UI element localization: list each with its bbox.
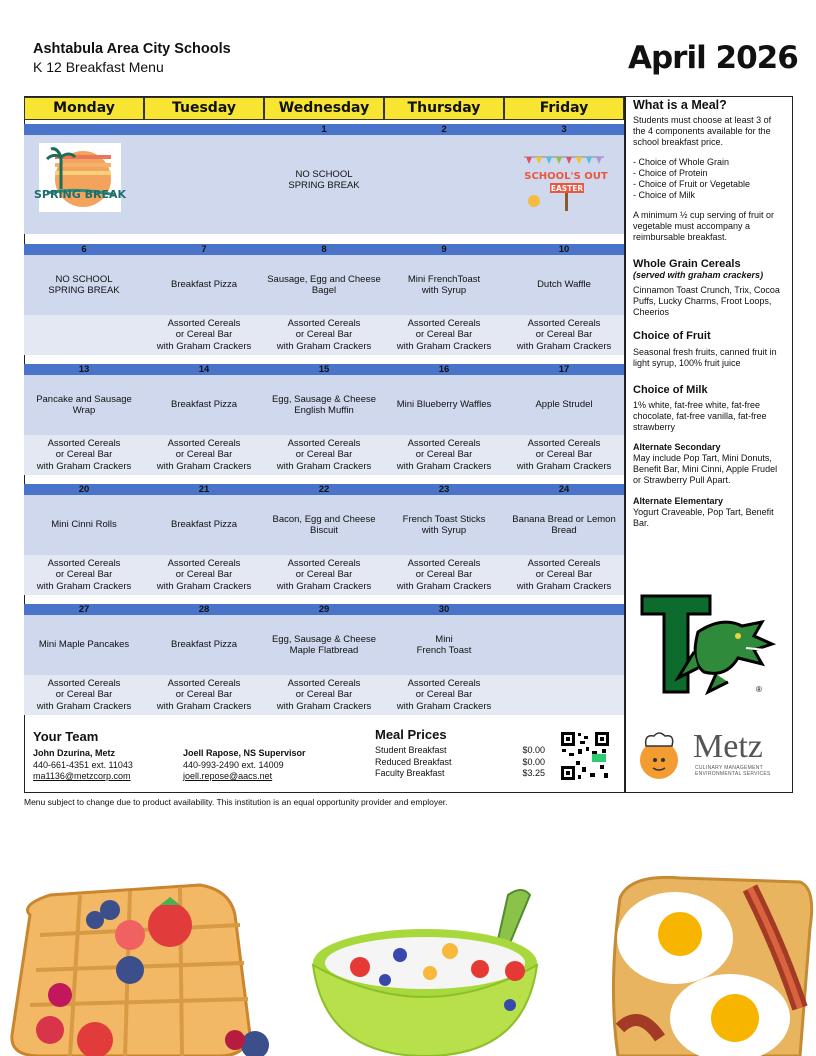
meal-prices-title: Meal Prices <box>375 727 447 742</box>
entree-text: Egg, Sausage & Cheese English Muffin <box>271 393 377 416</box>
date-number: 29 <box>318 604 330 615</box>
date-number: 16 <box>438 364 450 375</box>
side-text: Assorted Cereals or Cereal Bar with Graham Crackers <box>396 317 492 352</box>
entree-text: Pancake and Sausage Wrap <box>36 393 132 416</box>
side-text: Assorted Cereals or Cereal Bar with Graham Crackers <box>36 557 132 592</box>
qr-code[interactable] <box>560 731 610 781</box>
entree-text: Mini Blueberry Waffles <box>396 399 492 411</box>
side-text: Assorted Cereals or Cereal Bar with Graham Crackers <box>156 557 252 592</box>
entree-text: Mini French Toast <box>416 633 472 656</box>
component-item: - Choice of Whole Grain <box>633 157 730 167</box>
what-is-meal-title: What is a Meal? <box>633 98 727 112</box>
contact-email-link[interactable]: joell.repose@aacs.net <box>183 771 273 781</box>
date-number: 23 <box>438 484 450 495</box>
side-text: Assorted Cereals or Cereal Bar with Graham Crackers <box>36 677 132 712</box>
entree-text <box>384 135 504 225</box>
min-serving-note: A minimum ½ cup serving of fruit or vegetable must accompany a reimbursable breakfast. <box>633 210 775 242</box>
date-number: 2 <box>441 124 447 135</box>
team-contact-2 <box>183 748 306 783</box>
month-title: April 2026 <box>628 40 798 76</box>
entree-text: Apple Strudel <box>535 399 593 411</box>
schools-out-easter-image <box>522 153 606 212</box>
team-contact-1 <box>33 748 133 783</box>
meal-components <box>633 157 783 201</box>
sidebar-divider <box>624 96 626 793</box>
metz-wordmark: Metz <box>693 728 763 765</box>
date-number: 8 <box>321 244 327 255</box>
metz-tagline-2: ENVIRONMENTAL SERVICES <box>695 771 771 777</box>
entree-text: Mini FrenchToast with Syrup <box>407 273 481 296</box>
alt-elementary-text: Yogurt Craveable, Pop Tart, Benefit Bar. <box>633 507 774 528</box>
entree-text: Bacon, Egg and Cheese Biscuit <box>272 513 376 536</box>
side-text: Assorted Cereals or Cereal Bar with Graham Crackers <box>396 437 492 472</box>
side-text: Assorted Cereals or Cereal Bar with Graham Crackers <box>516 557 612 592</box>
side-text: Assorted Cereals or Cereal Bar with Graham Crackers <box>156 677 252 712</box>
entree-text: Mini Cinni Rolls <box>51 519 117 531</box>
date-number: 6 <box>81 244 87 255</box>
price-value: $0.00 <box>522 745 545 755</box>
metz-chef-logo <box>638 730 680 782</box>
date-number: 3 <box>561 124 567 135</box>
spring-break-lettering: SPRING BREAK <box>33 188 127 201</box>
fruit-title: Choice of Fruit <box>633 330 711 342</box>
date-number: 28 <box>198 604 210 615</box>
price-label: Reduced Breakfast <box>375 756 452 767</box>
date-number: 21 <box>198 484 210 495</box>
waffle-illustration <box>0 875 280 1056</box>
date-number: 20 <box>78 484 90 495</box>
entree-text: Breakfast Pizza <box>171 519 237 531</box>
price-row <box>375 757 545 769</box>
alt-elementary-title: Alternate Elementary <box>633 496 724 506</box>
alt-secondary-text: May include Pop Tart, Mini Donuts, Benefit Bar, Mini Cinni, Apple Frudel or Strawberry Pull Apart. <box>633 453 778 485</box>
contact-email-link[interactable]: ma1136@metzcorp.com <box>33 771 131 781</box>
footer-disclaimer: Menu subject to change due to product availability. This institution is an equal opportunity provider and employer. <box>24 797 448 807</box>
milk-title: Choice of Milk <box>633 384 708 396</box>
side-text: Assorted Cereals or Cereal Bar with Graham Crackers <box>156 437 252 472</box>
milk-text: 1% white, fat-free white, fat-free chocolate, fat-free vanilla, fat-free strawberry <box>633 400 767 432</box>
date-number <box>144 124 264 135</box>
team-title: Your Team <box>33 729 99 744</box>
meal-info-sidebar <box>633 100 783 529</box>
eggs-toast-illustration <box>600 868 816 1056</box>
menu-subtitle: K 12 Breakfast Menu <box>33 59 164 75</box>
date-number: 1 <box>321 124 327 135</box>
date-number: 24 <box>558 484 570 495</box>
schools-out-lettering: SCHOOL'S OUT <box>524 171 608 182</box>
price-row <box>375 745 545 757</box>
date-number: 7 <box>201 244 207 255</box>
price-label: Faculty Breakfast <box>375 768 445 778</box>
registered-mark: ® <box>756 685 762 694</box>
date-number: 10 <box>558 244 570 255</box>
date-number: 27 <box>78 604 90 615</box>
entree-text: Dutch Waffle <box>537 279 591 291</box>
contact-phone: 440-993-2490 ext. 14009 <box>183 759 284 770</box>
entree-text: NO SCHOOL SPRING BREAK <box>288 168 360 191</box>
date-number: 17 <box>558 364 570 375</box>
dragon-mascot-logo <box>638 592 778 698</box>
entree-text: Banana Bread or Lemon Bread <box>512 513 616 536</box>
whole-grain-title: Whole Grain Cereals <box>633 258 741 270</box>
date-number: 13 <box>78 364 90 375</box>
side-text <box>24 315 144 355</box>
day-header-wednesday: Wednesday <box>264 97 384 120</box>
whole-grain-list: Cinnamon Toast Crunch, Trix, Cocoa Puffs, Lucky Charms, Froot Loops, Cheerios <box>633 285 780 317</box>
spring-break-image <box>33 143 127 212</box>
entree-text: Egg, Sausage & Cheese Maple Flatbread <box>271 633 377 656</box>
date-number: 15 <box>318 364 330 375</box>
date-number: 14 <box>198 364 210 375</box>
entree-text <box>504 615 624 675</box>
day-header-friday: Friday <box>504 97 624 120</box>
entree-text: Mini Maple Pancakes <box>38 639 130 651</box>
entree-text <box>144 135 264 225</box>
day-header-tuesday: Tuesday <box>144 97 264 120</box>
date-number: 9 <box>441 244 447 255</box>
date-number: 30 <box>438 604 450 615</box>
day-header-thursday: Thursday <box>384 97 504 120</box>
side-text: Assorted Cereals or Cereal Bar with Graham Crackers <box>156 317 252 352</box>
entree-text: French Toast Sticks with Syrup <box>402 513 486 536</box>
side-text: Assorted Cereals or Cereal Bar with Graham Crackers <box>36 437 132 472</box>
side-text: Assorted Cereals or Cereal Bar with Graham Crackers <box>516 437 612 472</box>
school-name: Ashtabula Area City Schools <box>33 41 231 57</box>
contact-phone: 440-661-4351 ext. 11043 <box>33 759 133 770</box>
metz-tagline <box>695 765 771 777</box>
entree-text: Breakfast Pizza <box>171 279 237 291</box>
entree-text: Breakfast Pizza <box>171 639 237 651</box>
price-value: $0.00 <box>522 756 545 767</box>
side-text: Assorted Cereals or Cereal Bar with Graham Crackers <box>396 677 492 712</box>
entree-text: Sausage, Egg and Cheese Bagel <box>267 273 381 296</box>
easter-lettering: EASTER <box>550 184 584 193</box>
meal-intro: Students must choose at least 3 of the 4 components available for the school breakfast price. <box>633 115 772 147</box>
contact-name: Joell Rapose, NS Supervisor <box>183 748 306 758</box>
date-number <box>24 124 144 135</box>
side-text: Assorted Cereals or Cereal Bar with Graham Crackers <box>276 677 372 712</box>
price-row <box>375 768 545 780</box>
side-text: Assorted Cereals or Cereal Bar with Graham Crackers <box>516 317 612 352</box>
side-text: Assorted Cereals or Cereal Bar with Graham Crackers <box>276 317 372 352</box>
meal-prices-table <box>375 745 545 780</box>
component-item: - Choice of Fruit or Vegetable <box>633 179 751 189</box>
side-text: Assorted Cereals or Cereal Bar with Graham Crackers <box>396 557 492 592</box>
metz-tagline-1: CULINARY MANAGEMENT <box>695 765 764 771</box>
entree-text: Breakfast Pizza <box>171 399 237 411</box>
component-item: - Choice of Protein <box>633 168 708 178</box>
side-text: Assorted Cereals or Cereal Bar with Graham Crackers <box>276 437 372 472</box>
fruit-text: Seasonal fresh fruits, canned fruit in light syrup, 100% fruit juice <box>633 347 777 368</box>
day-header-monday: Monday <box>24 97 144 120</box>
price-label: Student Breakfast <box>375 745 447 755</box>
date-number <box>504 604 624 615</box>
cereal-bowl-illustration <box>310 885 550 1056</box>
whole-grain-subtitle: (served with graham crackers) <box>633 270 764 280</box>
date-number: 22 <box>318 484 330 495</box>
price-value: $3.25 <box>522 768 545 778</box>
side-text <box>504 675 624 715</box>
contact-name: John Dzurina, Metz <box>33 748 116 758</box>
component-item: - Choice of Milk <box>633 190 696 200</box>
alt-secondary-title: Alternate Secondary <box>633 442 721 452</box>
side-text: Assorted Cereals or Cereal Bar with Graham Crackers <box>276 557 372 592</box>
entree-text: NO SCHOOL SPRING BREAK <box>48 273 120 296</box>
